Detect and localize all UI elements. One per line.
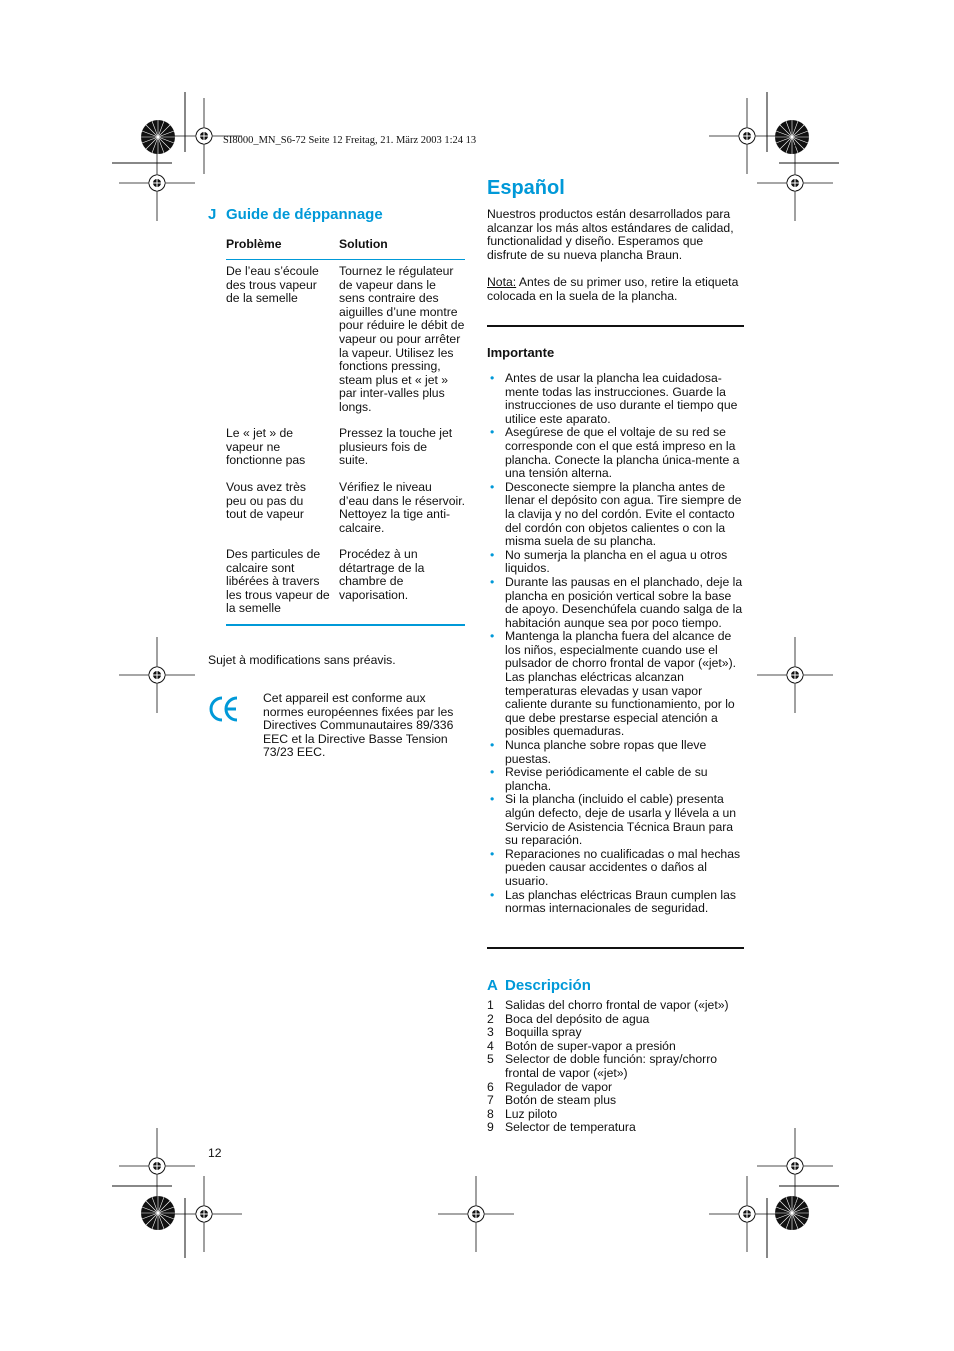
print-header-slug: SI8000_MN_S6-72 Seite 12 Freitag, 21. März 2003 1:24 13 (223, 135, 477, 146)
parts-list (487, 999, 745, 1135)
problem-cell: Le « jet » de vapeur ne fonctionne pas (226, 426, 306, 468)
problem-cell: Des particules de calcaire sont libérées à travers les trous vapeur de la semelle (226, 547, 330, 616)
list-item: • Si la plancha (incluido el cable) presenta algún defecto, deje de usarla y llévela a un Servicio de Asistencia Técnica Braun para su reparación. (487, 793, 745, 847)
list-item: • Revise periódicamente el cable de su plancha. (487, 766, 745, 793)
intro-paragraph: Nuestros productos están desarrollados para alcanzar los más altos estándares de calidad, functionalidad y diseño. Esperamos que disfrute de su nueva plancha Braun. (487, 207, 734, 262)
section-letter: A (487, 977, 498, 994)
section-divider (487, 325, 744, 327)
table-header-rule (226, 259, 465, 260)
safety-list (487, 372, 745, 916)
list-item: • Asegúrese de que el voltaje de su red se corresponde con el que está impreso en la plancha. Conecte la plancha única-mente a una tensión alterna. (487, 426, 745, 480)
note-text: Antes de su primer uso, retire la etiqueta colocada en la suela de la plancha. (487, 275, 739, 303)
list-item: 2 Boca del depósito de agua (487, 1011, 650, 1026)
list-item: • Mantenga la plancha fuera del alcance de los niños, especialmente cuando use el pulsador de chorro frontal de vapor («jet»). Las planchas eléctricas alcanzan temperaturas elevadas y usan vapor caliente durante su functionamiento, por lo que debe prestarse especial atención a posibles quemaduras. (487, 630, 745, 739)
solution-cell: Pressez la touche jet plusieurs fois de suite. (339, 426, 453, 468)
description-heading (487, 977, 591, 994)
list-item: • Nunca planche sobre ropas que lleve puestas. (487, 739, 745, 766)
column-header-solution: Solution (339, 237, 388, 251)
section-title: Descripción (505, 977, 591, 994)
table-bottom-rule (226, 624, 465, 626)
list-item: • Antes de usar la plancha lea cuidadosa-mente todas las instrucciones. Guarde la instrucciones de uso durante el tiempo que utilice este aparato. (487, 372, 745, 426)
list-item: • Desconecte siempre la plancha antes de llenar el depósito con agua. Tire siempre de la clavija y no del cordón. Evite el contacto del cordón con objetos calientes o con la misma suela de su plancha. (487, 481, 745, 549)
list-item: • Durante las pausas en el planchado, deje la plancha en posición vertical sobre la base de apoyo. Desenchúfela cuando salga de la habitación aunque sea por poco tiempo. (487, 576, 745, 630)
ce-mark-icon (208, 694, 240, 724)
problem-cell: De l’eau s’écoule des trous vapeur de la semelle (226, 264, 319, 306)
section-divider (487, 947, 744, 949)
solution-cell: Procédez à un détartrage de la chambre de vaporisation. (339, 547, 425, 602)
list-item: 9 Selector de temperatura (487, 1120, 636, 1135)
list-item: 4 Botón de super-vapor a presión (487, 1038, 676, 1053)
column-header-problem: Problème (226, 237, 282, 251)
list-item: 8 Luz piloto (487, 1106, 558, 1121)
solution-cell: Tournez le régulateur de vapeur dans le sens contraire des aiguilles d’une montre pour réduire le débit de vapeur ou pour arrêter la vapeur. Utilisez les fonctions pressing, steam plus et « jet » par inter-valles plus longs. (339, 264, 465, 414)
list-item: 3 Boquilla spray (487, 1025, 582, 1040)
solution-cell: Vérifiez le niveau d’eau dans le réservoir. Nettoyez la tige anti-calcaire. (339, 480, 466, 535)
ce-conformity-text: Cet appareil est conforme aux normes européennes fixées par les Directives Communautaires 89/336 EEC et la Directive Basse Tension 73/23 EEC. (263, 691, 454, 760)
note-label: Nota: (487, 275, 517, 289)
page-number: 12 (208, 1146, 222, 1160)
troubleshooting-heading (208, 206, 383, 223)
importante-heading: Importante (487, 345, 555, 360)
list-item: • Reparaciones no cualificadas o mal hechas pueden causar accidentes o daños al usuario. (487, 848, 745, 889)
subject-note: Sujet à modifications sans préavis. (208, 653, 396, 667)
list-item: 6 Regulador de vapor (487, 1079, 613, 1094)
problem-cell: Vous avez très peu ou pas du tout de vapeur (226, 480, 306, 522)
list-item: • Las planchas eléctricas Braun cumplen las normas internacionales de seguridad. (487, 889, 745, 916)
list-item: 5 Selector de doble función: spray/chorro frontal de vapor («jet») (487, 1052, 718, 1080)
list-item: • No sumerja la plancha en el agua u otros liquidos. (487, 549, 745, 576)
section-letter: J (208, 206, 217, 223)
note-paragraph (487, 276, 745, 303)
list-item: 7 Botón de steam plus (487, 1093, 617, 1108)
list-item: 1 Salidas del chorro frontal de vapor («jet») (487, 998, 729, 1012)
page-title: Español (487, 177, 565, 199)
section-title: Guide de déppannage (226, 206, 383, 223)
